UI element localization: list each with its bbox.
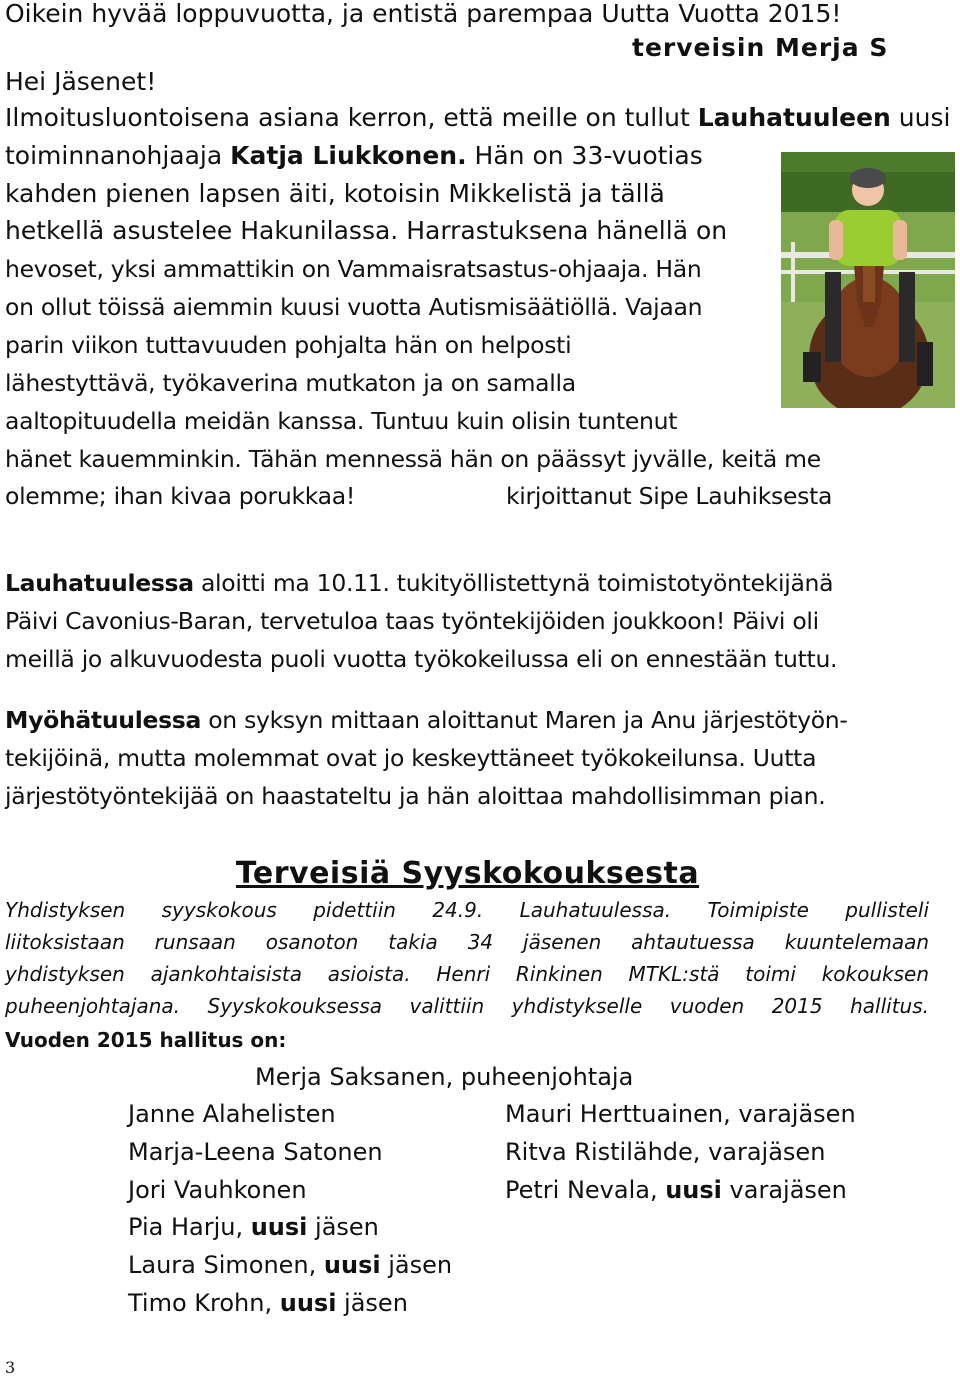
board-chair: Merja Saksanen, puheenjohtaja (255, 1063, 634, 1091)
meeting-line: yhdistyksen ajankohtaisista asioista. Henri Rinkinen MTKL:stä toimi kokouksen (5, 962, 929, 986)
article1-line: hetkellä asustelee Hakunilassa. Harrastuksena hänellä on (5, 216, 728, 245)
article3-line: Myöhätuulessa on syksyn mittaan aloittanut Maren ja Anu järjestötyön- (5, 706, 848, 734)
meeting-line: puheenjohtajana. Syyskokouksessa valittiin yhdistykselle vuoden 2015 hallitus. (5, 994, 929, 1018)
org-name: Lauhatuuleen (697, 103, 891, 132)
article1-line: olemme; ihan kivaa porukkaa! (5, 482, 355, 510)
article1-line: lähestyttävä, työkaverina mutkaton ja on samalla (5, 369, 576, 397)
article1-line: toiminnanohjaaja Katja Liukkonen. Hän on 33-vuotias (5, 141, 703, 170)
board-deputy: Mauri Herttuainen, varajäsen (505, 1100, 856, 1128)
article1-line: on ollut töissä aiemmin kuusi vuotta Autismisäätiöllä. Vajaan (5, 293, 703, 321)
board-member: Janne Alahelisten (128, 1100, 336, 1128)
board-deputy: Ritva Ristilähde, varajäsen (505, 1138, 826, 1166)
board-member: Jori Vauhkonen (128, 1176, 307, 1204)
page-number: 3 (5, 1358, 16, 1377)
article3-line: tekijöinä, mutta molemmat ovat jo keskeyttäneet työkokeilunsa. Uutta (5, 744, 817, 772)
org-name: Myöhätuulessa (5, 706, 202, 734)
board-member: Pia Harju, uusi jäsen (128, 1213, 379, 1241)
rider-on-horse-photo (781, 152, 955, 408)
article1-line: aaltopituudella meidän kanssa. Tuntuu kuin olisin tuntenut (5, 407, 678, 435)
article1-line: Hei Jäsenet! (5, 67, 157, 96)
article1-author: kirjoittanut Sipe Lauhiksesta (506, 482, 833, 510)
board-member: Marja-Leena Satonen (128, 1138, 383, 1166)
article2-line: meillä jo alkuvuodesta puoli vuotta työkokeilussa eli on ennestään tuttu. (5, 645, 838, 673)
article3-line: järjestötyöntekijää on haastateltu ja hän aloittaa mahdollisimman pian. (5, 782, 826, 810)
board-title: Vuoden 2015 hallitus on: (5, 1028, 287, 1052)
meeting-line: Yhdistyksen syyskokous pidettiin 24.9. Lauhatuulessa. Toimipiste pullisteli (5, 898, 929, 922)
board-deputy: Petri Nevala, uusi varajäsen (505, 1176, 847, 1204)
board-member: Timo Krohn, uusi jäsen (128, 1289, 408, 1317)
article2-line: Lauhatuulessa aloitti ma 10.11. tukityöllistettynä toimistotyöntekijänä (5, 569, 834, 597)
greeting-line: Oikein hyvää loppuvuotta, ja entistä parempaa Uutta Vuotta 2015! (5, 0, 842, 28)
meeting-line: liitoksistaan runsaan osanoton takia 34 jäsenen ahtautuessa kuuntelemaan (5, 930, 929, 954)
org-name: Lauhatuulessa (5, 569, 194, 597)
article2-line: Päivi Cavonius-Baran, tervetuloa taas työntekijöiden joukkoon! Päivi oli (5, 607, 819, 635)
person-name: Katja Liukkonen. (230, 141, 467, 170)
board-member: Laura Simonen, uusi jäsen (128, 1251, 453, 1279)
article1-line: Ilmoitusluontoisena asiana kerron, että meille on tullut Lauhatuuleen uusi (5, 103, 951, 132)
article1-line: hevoset, yksi ammattikin on Vammaisratsastus-ohjaaja. Hän (5, 255, 702, 283)
section-heading: Terveisiä Syyskokouksesta (235, 856, 700, 891)
greeting-signature: terveisin Merja S (632, 33, 889, 62)
article1-line: parin viikon tuttavuuden pohjalta hän on helposti (5, 331, 572, 359)
article1-line: hänet kauemminkin. Tähän mennessä hän on päässyt jyvälle, keitä me (5, 445, 821, 473)
article1-line: kahden pienen lapsen äiti, kotoisin Mikkelistä ja tällä (5, 179, 665, 208)
